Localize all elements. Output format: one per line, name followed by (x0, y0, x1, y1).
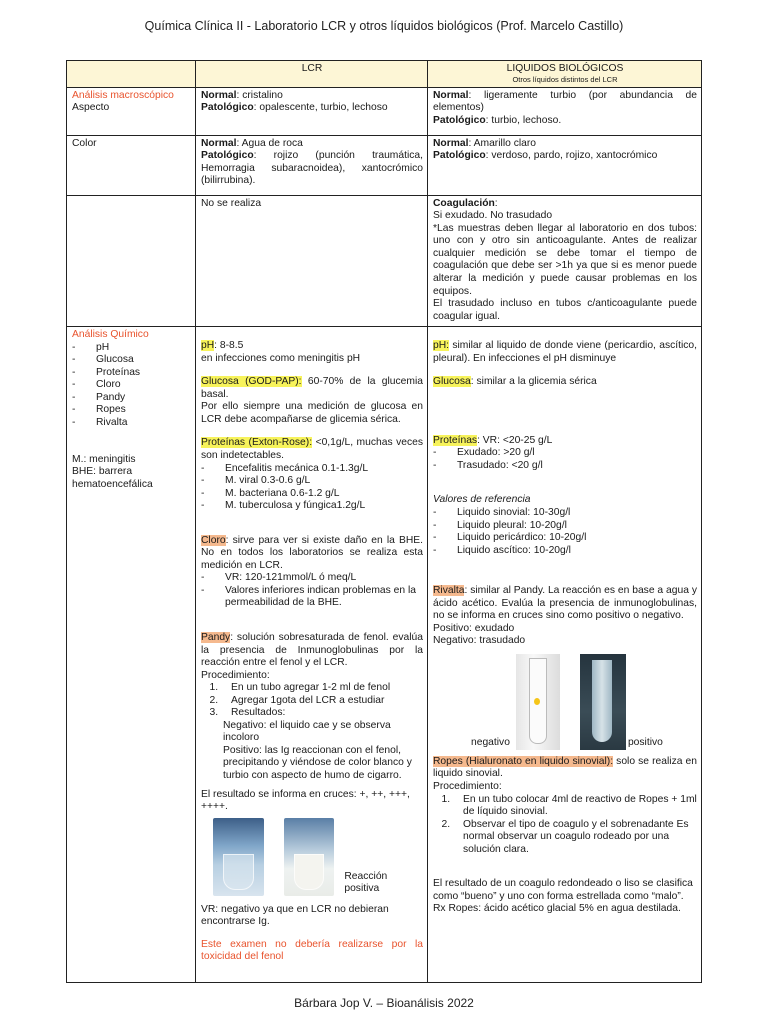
pandy-steps: 1. En un tubo agregar 1-2 ml de fenol 2. Agregar 1gota del LCR a estudiar 3. Resultados: (201, 682, 423, 720)
section-title-macroscopico: Análisis macroscópico (72, 89, 174, 101)
row-aspecto (67, 87, 702, 135)
pandy-positive-photo (284, 818, 335, 896)
column-subtitle: Otros líquidos distintos del LCR (512, 74, 618, 84)
lcr-cloro-list: - VR: 120-121mmol/L ó meq/L - Valores inferiores indican problemas en la permeabilidad de la BHE. (201, 572, 423, 610)
cell-lcr-coag: No se realiza (196, 195, 428, 326)
lab-table (66, 60, 702, 983)
row-label-aspecto (67, 87, 196, 135)
row-label-color: Color (67, 135, 196, 195)
row-color (67, 135, 702, 195)
rivalta-negative-photo (516, 654, 560, 750)
lcr-protein-list: - Encefalitis mecánica 0.1-1.3g/L - M. viral 0.3-0.6 g/L - M. bacteriana 0.6-1.2 g/L - M. tuberculosa y fúngica1.2g/L (201, 463, 423, 513)
header-empty-cell (67, 61, 196, 88)
cell-lcr-color: Normal: Agua de roca Patológico: rojizo (punción traumática, Hemorragia subaracnoidea), xantocrómico (bilirrubina). (196, 135, 428, 195)
pandy-negative-photo (213, 818, 264, 896)
label-aspecto: Aspecto (72, 102, 110, 114)
phenol-warning: Este examen no debería realizarse por la toxicidad del fenol (201, 938, 423, 963)
cell-lcr-quimico: pH: 8-8.5 en infecciones como meningitis pH Glucosa (GOD-PAP): 60-70% de la glucemia basal. Por ello siempre una medición de glucosa en LCR debe acompañarse de glicemia sérica. Proteínas (Exton-Rose): <0,1g/L, muchas veces son indetectables. - Encefalitis mecánica 0.1-1.3g/L - M. viral 0.3-0.6 g/L - M. bacteriana 0.6-1.2 g/L - M. tuberculosa y fúngica1.2g/L Cloro: sirve para ver si existe daño en la BHE. No en todos los laboratorios se realiza esta medición en LCR. - VR: 120-121mmol/L ó meq/L - Valores inferiores indican problemas en la permeabilidad de la BHE. Pandy: solución sobresaturada de fenol. evalúa la presencia de Inmunoglobulinas por la reacción entre el fenol y el LCR. Procedimiento: 1. En un tubo agregar 1-2 ml de fenol 2. Agregar 1gota del LCR a estudiar 3. Resultados: Negativo: el liquido cae y se observa incoloro Positivo: las Ig reaccionan con el fenol, precipitando y viéndose de color blanco y turbio con aspecto de humo de cigarro. El resultado se informa en cruces: +, ++, +++, ++++. Reacción positiva VR: negativo ya que en LCR no debieran encontrarse Ig. Este examen no debería realizarse por la toxicidad del fenol (196, 327, 428, 983)
row-label-quimico (67, 327, 196, 983)
caption-reaccion-positiva: Reacción positiva (344, 870, 388, 895)
page-header: Química Clínica II - Laboratorio LCR y otros líquidos biológicos (Prof. Marcelo Castillo) (144, 19, 624, 33)
cell-liq-quimico: pH: similar al liquido de donde viene (pericardio, ascítico, pleural). En infecciones el pH disminuye Glucosa: similar a la glicemia sérica Proteínas: VR: <20-25 g/L - Exudado: >20 g/l - Trasudado: <20 g/l Valores de referencia - Liquido sinovial: 10-30g/l - Liquido pleural: 10-20g/l - Liquido pericárdico: 10-20g/l - Liquido ascítico: 10-20g/l Rivalta: similar al Pandy. La reacción es en base a agua y ácido acético. Evalúa la presencia de inmunoglobulinas, no se informa en cruces sino como positivo o negativo. Positivo: exudado Negativo: trasudado negativo positivo Ropes (Hialuronato en liquido sinovial): solo se realiza en liquido sinovial. Procedimiento: 1. En un tubo colocar 4ml de reactivo de Ropes + 1ml de líquido sinovial. 2. Observar el tipo de coagulo y el sobrenadante Es normal observar un coagulo rodeado por una solución clara. El resultado de un coagulo redondeado o liso se clasifica como “bueno” y uno con forma estrellada como “malo”. Rx Ropes: ácido acético glacial 5% en agua destilada. (428, 327, 702, 983)
header-row (67, 61, 702, 88)
row-label-coag (67, 195, 196, 326)
ropes-steps: 1. En un tubo colocar 4ml de reactivo de Ropes + 1ml de líquido sinovial. 2. Observar el tipo de coagulo y el sobrenadante Es normal observar un coagulo rodeado por una solución clara. (433, 794, 697, 857)
caption-negativo: negativo (471, 737, 510, 749)
row-coagulacion (67, 195, 702, 326)
note-bhe: BHE: barrera hematoencefálica (72, 466, 153, 490)
liq-protein-list: - Exudado: >20 g/l - Trasudado: <20 g/l (433, 447, 697, 472)
column-header-liquidos: LIQUIDOS BIOLÓGICOS Otros líquidos distintos del LCR (428, 61, 702, 88)
cell-liq-color: Normal: Amarillo claro Patológico: verdoso, pardo, rojizo, xantocrómico (428, 135, 702, 195)
row-quimico (67, 327, 702, 983)
cell-lcr-aspecto: Normal: cristalino Patológico: opalescente, turbio, lechoso (196, 87, 428, 135)
column-header-lcr: LCR (196, 61, 428, 88)
reference-values-list: - Liquido sinovial: 10-30g/l - Liquido pleural: 10-20g/l - Liquido pericárdico: 10-20g/l - Liquido ascítico: 10-20g/l (433, 507, 697, 557)
analysis-list: - pH - Glucosa - Proteínas - Cloro - Pandy - Ropes - Rivalta (72, 342, 191, 430)
section-title-quimico: Análisis Químico (72, 329, 149, 341)
cell-liq-aspecto: Normal: ligeramente turbio (por abundancia de elementos) Patológico: turbio, lechoso. (428, 87, 702, 135)
caption-positivo: positivo (627, 737, 663, 749)
note-meningitis: M.: meningitis (72, 453, 136, 465)
rivalta-positive-photo (580, 654, 626, 750)
cell-liq-coag: Coagulación: Si exudado. No trasudado *Las muestras deben llegar al laboratorio en dos tubos: uno con y otro sin anticoagulante. Antes de realizar cualquier medición se debe tomar el tiempo de coagulación que debe ser >1h ya que si es menor puede alterar la medición y puede causar problemas en los equipos. El trasudado incluso en tubos c/anticoagulante puede coagular igual. (428, 195, 702, 326)
page-footer: Bárbara Jop V. – Bioanálisis 2022 (294, 996, 474, 1010)
